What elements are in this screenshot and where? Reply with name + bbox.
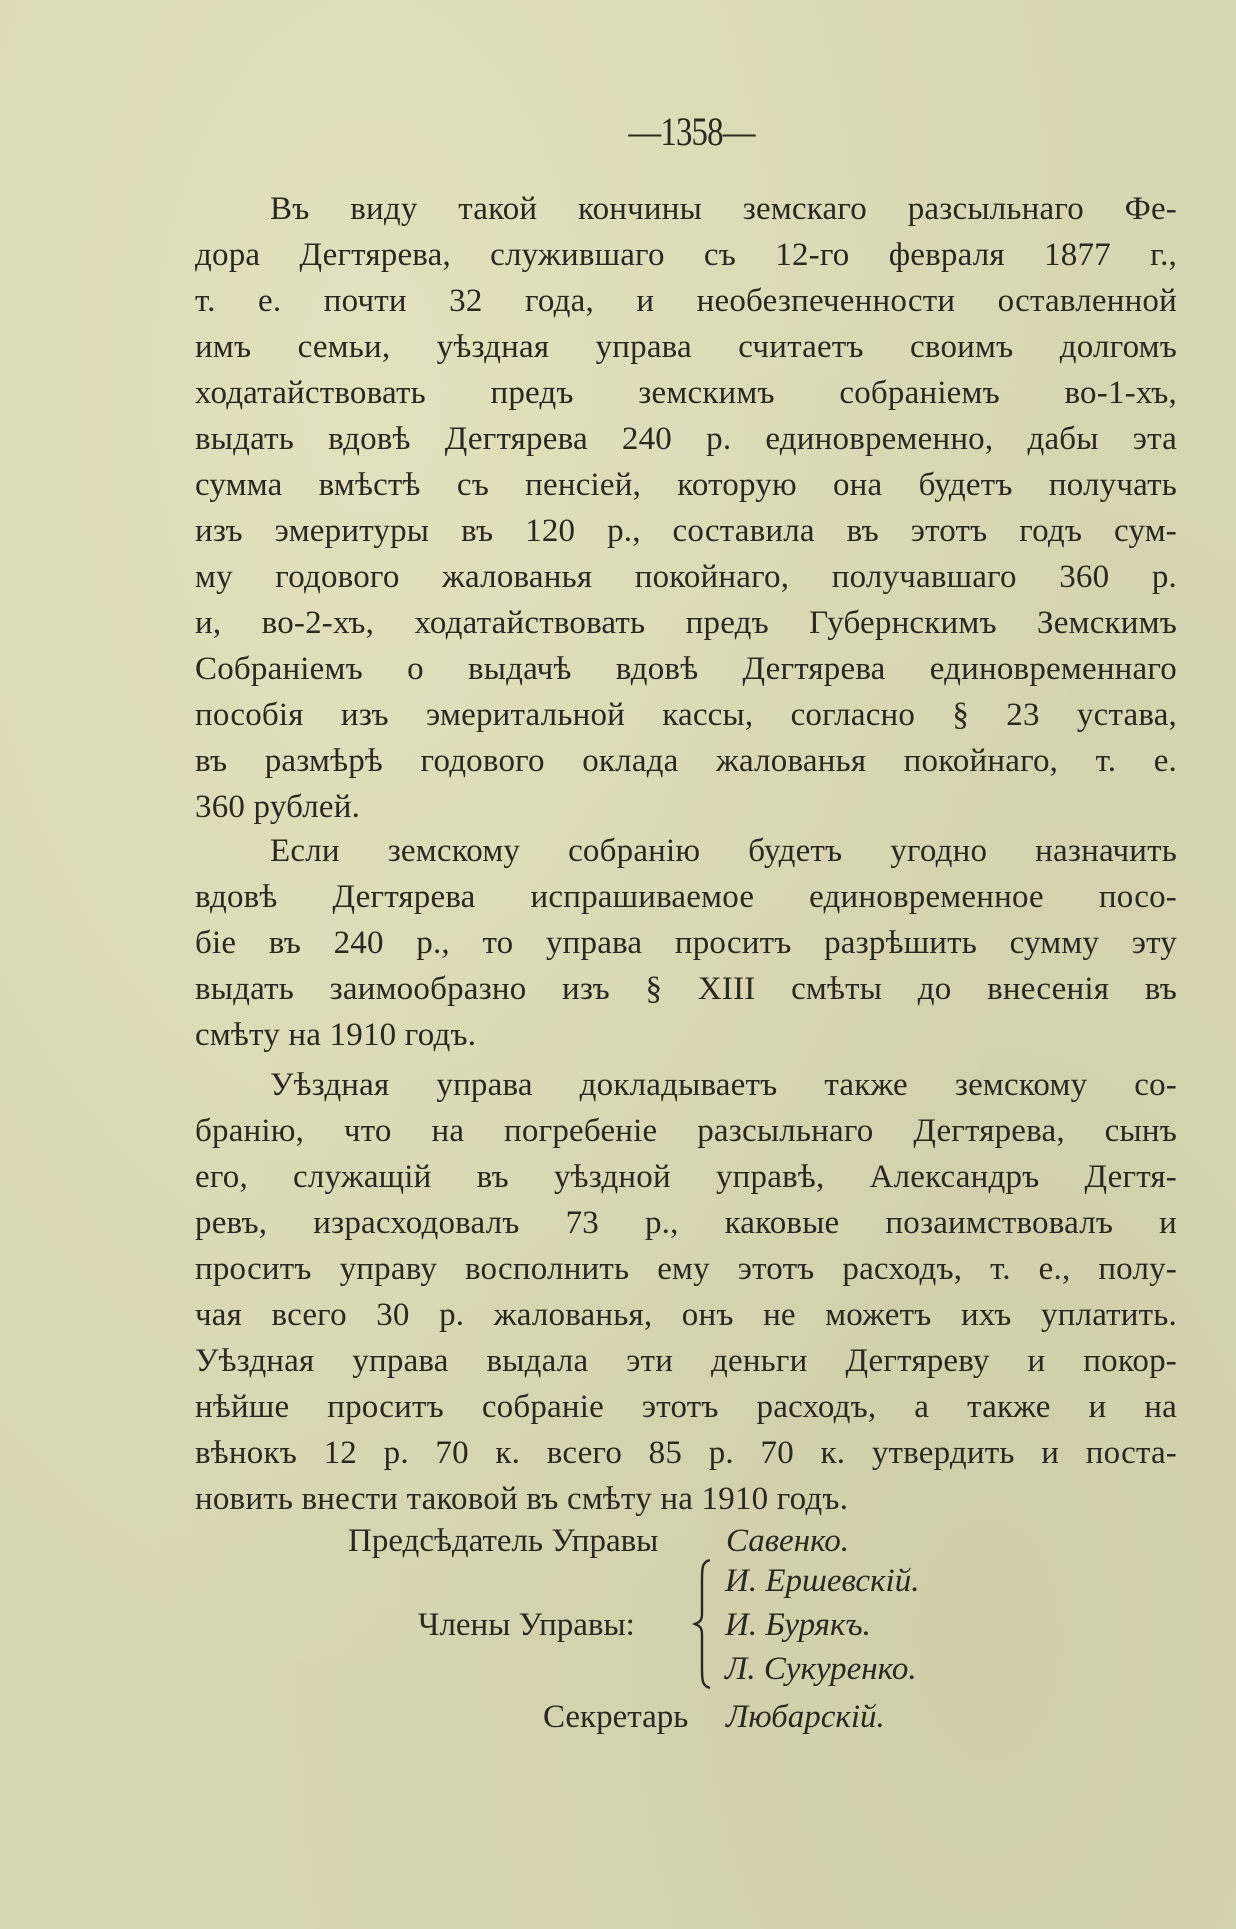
members-role: Члены Управы:: [418, 1607, 635, 1643]
text-line: Если земскому собранію будетъ угодно назначить: [270, 833, 1177, 869]
text-line: ревъ, израсходовалъ 73 р., каковые позаимствовалъ и: [195, 1205, 1177, 1241]
text-line: имъ семьи, уѣздная управа считаетъ своимъ долгомъ: [195, 329, 1177, 365]
member-name: Л. Сукуренко.: [725, 1651, 917, 1687]
text-line: его, служащій въ уѣздной управѣ, Александръ Дегтя-: [195, 1159, 1177, 1195]
paragraph-2: [195, 828, 1177, 1058]
member-name: И. Бурякъ.: [725, 1607, 871, 1643]
text-line: бранію, что на погребеніе разсыльнаго Дегтярева, сынъ: [195, 1113, 1177, 1149]
text-line: выдать заимообразно изъ § XIII смѣты до внесенія въ: [195, 971, 1177, 1007]
text-line: пособія изъ эмеритальной кассы, согласно § 23 устава,: [195, 697, 1177, 733]
text-line: му годового жалованья покойнаго, получавшаго 360 р.: [195, 559, 1177, 595]
text-line: сумма вмѣстѣ съ пенсіей, которую она будетъ получать: [195, 467, 1177, 503]
text-line: біе въ 240 р., то управа проситъ разрѣшить сумму эту: [195, 925, 1177, 961]
text-line: выдать вдовѣ Дегтярева 240 р. единовременно, дабы эта: [195, 421, 1177, 457]
page-number: [123, 108, 1137, 155]
text-line: чая всего 30 р. жалованья, онъ не можетъ ихъ уплатить.: [195, 1297, 1177, 1333]
text-line: Собраніемъ о выдачѣ вдовѣ Дегтярева единовременнаго: [195, 651, 1177, 687]
secretary-signature: [543, 1694, 885, 1740]
text-line: новить внести таковой въ смѣту на 1910 годъ.: [195, 1481, 849, 1517]
text-line: вѣнокъ 12 р. 70 к. всего 85 р. 70 к. утвердить и поста-: [195, 1435, 1177, 1471]
text-line: дора Дегтярева, служившаго съ 12-го февраля 1877 г.,: [195, 237, 1177, 273]
secretary-role: Секретарь: [543, 1699, 689, 1735]
chairman-role: Предсѣдатель Управы: [348, 1523, 659, 1559]
text-line: 360 рублей.: [195, 789, 361, 825]
text-line: Уѣздная управа докладываетъ также земскому со-: [270, 1067, 1177, 1103]
text-line: вдовѣ Дегтярева испрашиваемое единовременное посо-: [195, 879, 1177, 915]
page-number-text: —1358—: [628, 109, 755, 154]
text-line: изъ эмеритуры въ 120 р., составила въ этотъ годъ сум-: [195, 513, 1177, 549]
text-line: т. е. почти 32 года, и необезпеченности оставленной: [195, 283, 1177, 319]
text-line: и, во-2-хъ, ходатайствовать предъ Губернскимъ Земскимъ: [195, 605, 1177, 641]
text-line: проситъ управу восполнить ему этотъ расходъ, т. е., полу-: [195, 1251, 1177, 1287]
text-line: ходатайствовать предъ земскимъ собраніемъ во-1-хъ,: [195, 375, 1177, 411]
secretary-name: Любарскій.: [726, 1699, 885, 1735]
text-line: Въ виду такой кончины земскаго разсыльнаго Фе-: [270, 191, 1177, 227]
text-line: нѣйше проситъ собраніе этотъ расходъ, а также и на: [195, 1389, 1177, 1425]
paragraph-1: [195, 186, 1177, 830]
text-line: въ размѣрѣ годового оклада жалованья покойнаго, т. е.: [195, 743, 1177, 779]
text-line: смѣту на 1910 годъ.: [195, 1017, 477, 1053]
member-name: И. Ершевскій.: [725, 1563, 920, 1599]
curly-brace-icon: [692, 1558, 716, 1690]
text-line: Уѣздная управа выдала эти деньги Дегтяреву и покор-: [195, 1343, 1177, 1379]
chairman-name: Савенко.: [726, 1523, 850, 1559]
paragraph-3: [195, 1062, 1177, 1522]
